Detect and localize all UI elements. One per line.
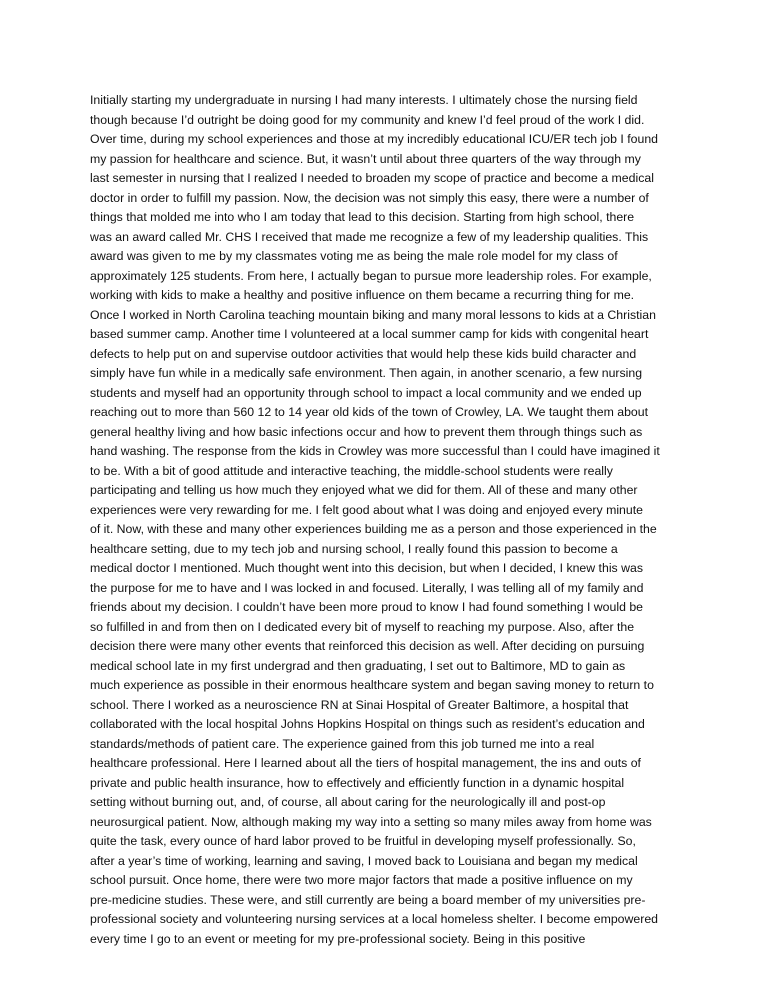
- text-line: award was given to me by my classmates voting me as being the male role model for my class of: [90, 249, 618, 263]
- text-line: private and public health insurance, how to effectively and efficiently function in a dynamic hospital: [90, 775, 625, 790]
- essay-body: [90, 91, 690, 949]
- text-line: so fulfilled in and from then on I dedicated every bit of myself to reaching my purpose. Also, after the: [90, 619, 635, 634]
- text-line: school pursuit. Once home, there were two more major factors that made a positive influence on my: [90, 873, 633, 887]
- text-line: standards/methods of patient care. The experience gained from this job turned me into a real: [90, 736, 595, 751]
- text-line: to be. With a bit of good attitude and interactive teaching, the middle-school students were really: [90, 463, 613, 478]
- text-line: Over time, during my school experiences and those at my incredibly educational ICU/ER tech job I found: [90, 132, 658, 146]
- text-line: quite the task, every ounce of hard labor proved to be fruitful in developing myself professionally. So,: [90, 834, 636, 848]
- text-line: friends about my decision. I couldn’t have been more proud to know I had found something I would be: [90, 600, 644, 614]
- text-line: students and myself had an opportunity through school to impact a local community and we ended up: [90, 385, 642, 400]
- text-line: hand washing. The response from the kids in Crowley was more successful than I could have imagined it: [90, 444, 660, 458]
- text-line: Once I worked in North Carolina teaching mountain biking and many moral lessons to kids at a Christian: [90, 307, 656, 322]
- text-line: medical school late in my first undergrad and then graduating, I set out to Baltimore, MD to gain as: [90, 658, 626, 673]
- text-line: based summer camp. Another time I volunteered at a local summer camp for kids with congenital heart: [90, 327, 649, 341]
- text-line: though because I’d outright be doing good for my community and knew I’d feel proud of the work I did.: [90, 112, 645, 127]
- text-line: the purpose for me to have and I was locked in and focused. Literally, I was telling all of my family and: [90, 580, 644, 595]
- text-line: general healthy living and how basic infections occur and how to prevent them through things such as: [90, 424, 643, 439]
- text-line: things that molded me into who I am today that lead to this decision. Starting from high school, there: [90, 210, 635, 224]
- text-line: neurosurgical patient. Now, although making my way into a setting so many miles away from home was: [90, 814, 652, 829]
- text-line: participating and telling us how much they enjoyed what we did for them. All of these and many other: [90, 483, 638, 497]
- text-line: Initially starting my undergraduate in nursing I had many interests. I ultimately chose the nursing field: [90, 93, 638, 107]
- text-line: defects to help put on and supervise outdoor activities that would help these kids build character and: [90, 346, 637, 361]
- text-line: was an award called Mr. CHS I received that made me recognize a few of my leadership qualities. This: [90, 229, 649, 244]
- text-line: last semester in nursing that I realized I needed to broaden my scope of practice and become a medical: [90, 171, 654, 185]
- text-line: experiences were very rewarding for me. I felt good about what I was doing and enjoyed every minute: [90, 502, 643, 517]
- text-line: working with kids to make a healthy and positive influence on them became a recurring thing for me.: [90, 288, 635, 302]
- text-line: healthcare professional. Here I learned about all the tiers of hospital management, the ins and outs of: [90, 756, 641, 770]
- text-line: much experience as possible in their enormous healthcare system and began saving money to return to: [90, 678, 654, 692]
- text-line: approximately 125 students. From here, I actually began to pursue more leadership roles. For example,: [90, 268, 652, 283]
- text-line: simply have fun while in a medically safe environment. Then again, in another scenario, a few nursing: [90, 366, 643, 380]
- text-line: every time I go to an event or meeting for my pre-professional society. Being in this positive: [90, 931, 586, 946]
- text-line: collaborated with the local hospital Johns Hopkins Hospital on things such as resident’s education and: [90, 717, 645, 731]
- text-line: reaching out to more than 560 12 to 14 year old kids of the town of Crowley, LA. We taught them about: [90, 405, 649, 419]
- text-line: professional society and volunteering nursing services at a local homeless shelter. I become empowered: [90, 912, 659, 926]
- text-line: my passion for healthcare and science. But, it wasn’t until about three quarters of the way through my: [90, 151, 641, 166]
- text-line: of it. Now, with these and many other experiences building me as a person and those experienced in the: [90, 522, 657, 536]
- text-line: healthcare setting, due to my tech job and nursing school, I really found this passion to become a: [90, 541, 618, 556]
- text-line: setting without burning out, and, of course, all about caring for the neurologically ill and post-op: [90, 795, 606, 809]
- text-line: school. There I worked as a neuroscience RN at Sinai Hospital of Greater Baltimore, a hospital that: [90, 697, 629, 712]
- text-line: medical doctor I mentioned. Much thought went into this decision, but when I decided, I knew this was: [90, 561, 643, 575]
- text-line: after a year’s time of working, learning and saving, I moved back to Louisiana and began my medical: [90, 853, 638, 868]
- text-line: doctor in order to fulfill my passion. Now, the decision was not simply this easy, there were a number of: [90, 190, 649, 205]
- text-line: pre-medicine studies. These were, and still currently are being a board member of my universities pre-: [90, 892, 646, 907]
- text-line: decision there were many other events that reinforced this decision as well. After deciding on pursuing: [90, 639, 645, 653]
